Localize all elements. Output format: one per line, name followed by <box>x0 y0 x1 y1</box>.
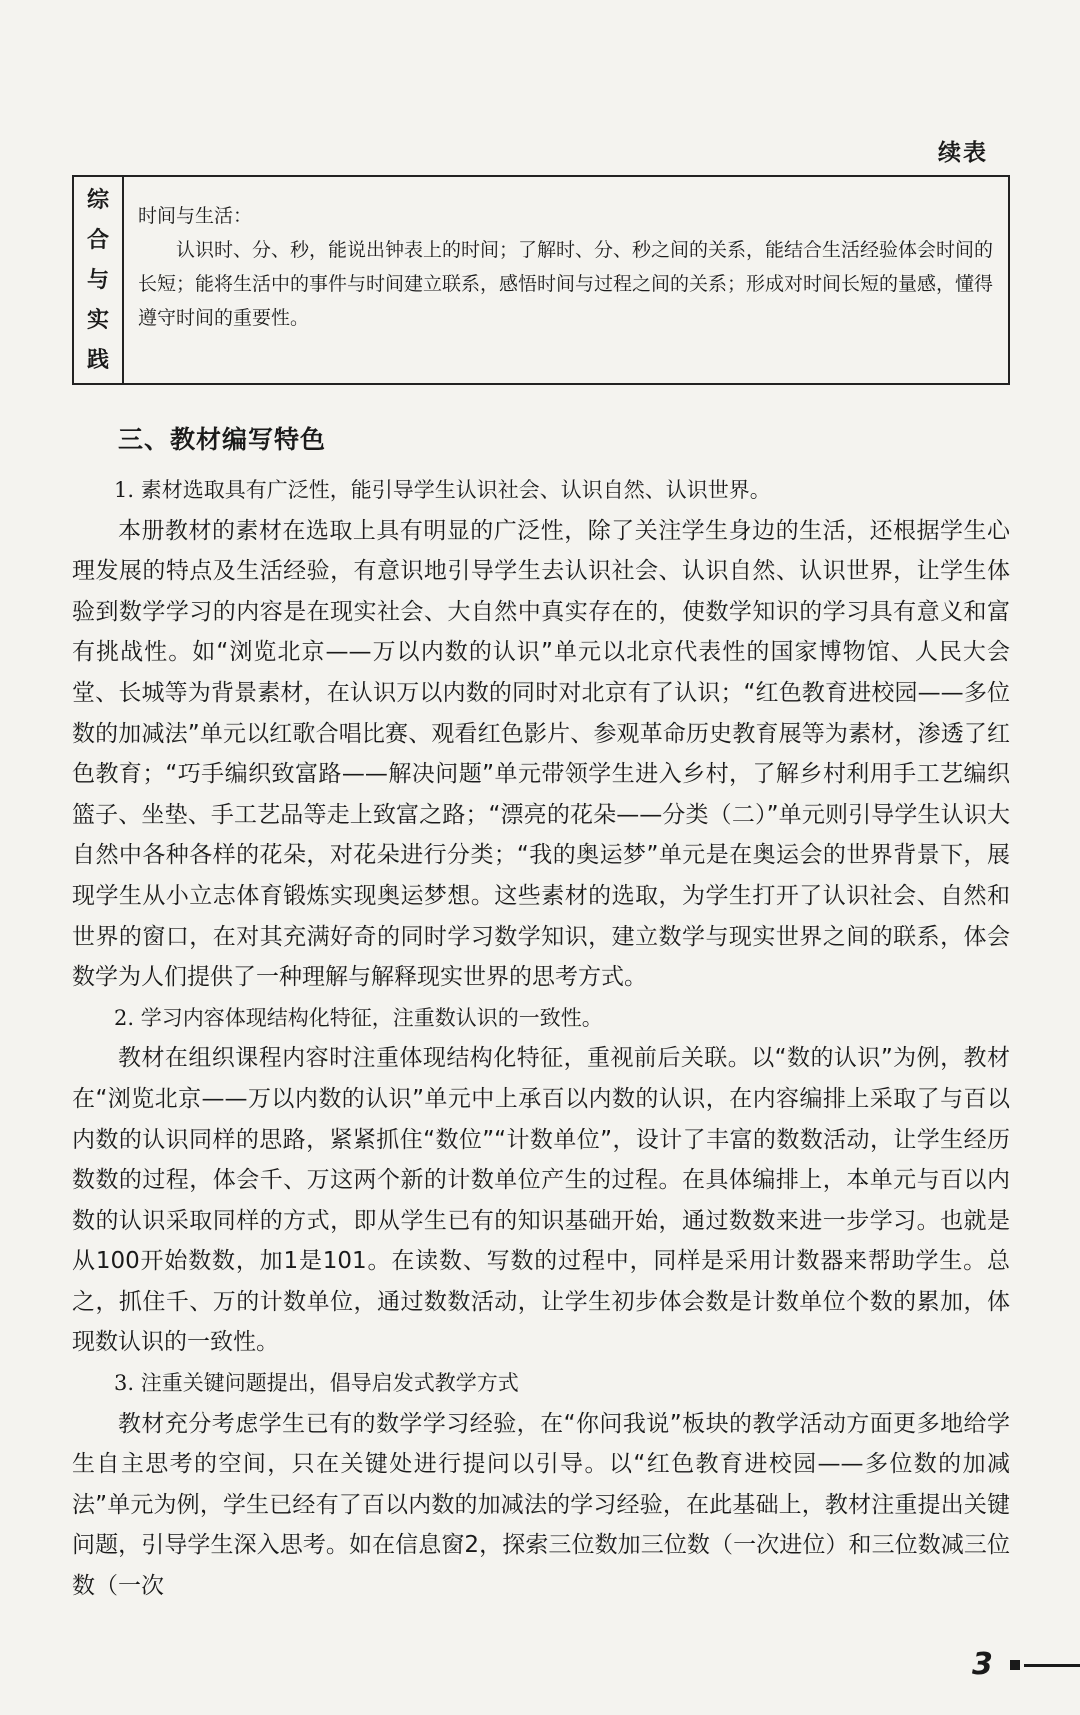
paragraph-3-title: 3. 注重关键问题提出，倡导启发式教学方式 <box>114 1371 519 1396</box>
paragraph-2-title: 2. 学习内容体现结构化特征，注重数认识的一致性。 <box>114 1005 603 1030</box>
side-char: 实 <box>86 307 109 333</box>
continued-label: 续表 <box>938 139 988 166</box>
paragraph-1-body: 本册教材的素材在选取上具有明显的广泛性，除了关注学生身边的生活，还根据学生心理发展的特点及生活经验，有意识地引导学生去认识社会、认识自然、认识世界，让学生体验到数学学习的内容是在现实社会、大自然中真实存在的，使数学知识的学习具有意义和富有挑战性。如“浏览北京——万以内数的认识”单元以北京代表性的国家博物馆、人民大会堂、长城等为背景素材，在认识万以内数的同时对北京有了认识；“红色教育进校园——多位数的加减法”单元以红歌合唱比赛、观看红色影片、参观革命历史教育展等为素材，渗透了红色教育；“巧手编织致富路——解决问题”单元带领学生进入乡村，了解乡村利用手工艺编织篮子、坐垫、手工艺品等走上致富之路；“漂亮的花朵——分类（二）”单元则引导学生认识大自然中各种各样的花朵，对花朵进行分类；“我的奥运梦”单元是在奥运会的世界背景下，展现学生从小立志体育锻炼实现奥运梦想。这些素材的选取，为学生打开了认识社会、自然和世界的窗口，在对其充满好奇的同时学习数学知识，建立数学与现实世界之间的联系，体会数学为人们提供了一种理解与解释现实世界的思考方式。 <box>72 517 1010 991</box>
paragraph-2-body: 教材在组织课程内容时注重体现结构化特征，重视前后关联。以“数的认识”为例，教材在“浏览北京——万以内数的认识”单元中上承百以内数的认识，在内容编排上采取了与百以内数的认识同样的思路，紧紧抓住“数位”“计数单位”，设计了丰富的数数活动，让学生经历数数的过程，体会千、万这两个新的计数单位产生的过程。在具体编排上，本单元与百以内数的认识采取同样的方式，即从学生已有的知识基础开始，通过数数来进一步学习。也就是从100开始数数，加1是101。在读数、写数的过程中，同样是采用计数器来帮助学生。总之，抓住千、万的计数单位，通过数数活动，让学生初步体会数是计数单位个数的累加，体现数认识的一致性。 <box>72 1045 1010 1356</box>
paragraph-3-body: 教材充分考虑学生已有的数学学习经验，在“你问我说”板块的教学活动方面更多地给学生自主思考的空间，只在关键处进行提问以引导。以“红色教育进校园——多位数的加减法”单元为例，学生已经有了百以内数的加减法的学习经验，在此基础上，教材注重提出关键问题，引导学生深入思考。如在信息窗2，探索三位数加三位数（一次进位）和三位数减三位数（一次 <box>72 1410 1010 1600</box>
side-char: 与 <box>86 267 109 293</box>
table-content-cell <box>123 176 1009 384</box>
table-side-label <box>73 176 123 384</box>
section-heading: 三、教材编写特色 <box>118 425 327 454</box>
page-marker-square <box>1010 1660 1020 1670</box>
continued-table <box>72 175 1010 385</box>
side-char: 综 <box>86 187 109 213</box>
page-number: 3 <box>972 1647 993 1682</box>
side-char: 合 <box>86 227 109 253</box>
side-char: 践 <box>86 347 109 373</box>
page-marker-rule <box>1024 1664 1080 1667</box>
table-content: 认识时、分、秒，能说出钟表上的时间；了解时、分、秒之间的关系，能结合生活经验体会时间的长短；能将生活中的事件与时间建立联系，感悟时间与过程之间的关系；形成对时间长短的量感，懂得遵守时间的重要性。 <box>138 239 994 329</box>
section-body <box>72 470 1010 1607</box>
table-title: 时间与生活： <box>138 205 253 227</box>
paragraph-1-title: 1. 素材选取具有广泛性，能引导学生认识社会、认识自然、认识世界。 <box>114 478 771 502</box>
